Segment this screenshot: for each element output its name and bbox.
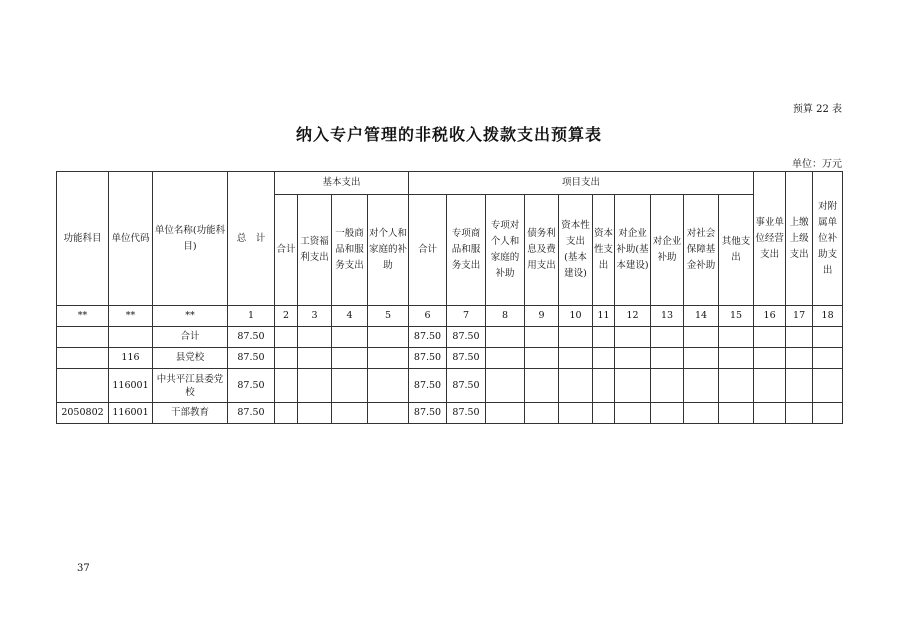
- cell-proj-goods: 87.50: [447, 369, 486, 403]
- header-total: 总 计: [228, 172, 275, 306]
- cell-func: [57, 348, 109, 369]
- index-cell: 6: [409, 306, 447, 327]
- table-row: [57, 403, 843, 424]
- header-proj-goods: 专项商品和服务支出: [447, 195, 486, 306]
- index-cell: 4: [332, 306, 368, 327]
- header-proj-personal: 专项对个人和家庭的补助: [486, 195, 525, 306]
- header-proj-social-security: 对社会保障基金补助: [684, 195, 719, 306]
- header-proj-enterprise: 对企业补助: [651, 195, 684, 306]
- index-cell: **: [57, 306, 109, 327]
- header-project-group: 项目支出: [409, 172, 754, 195]
- header-basic-salary: 工资福利支出: [298, 195, 332, 306]
- index-cell: 10: [559, 306, 593, 327]
- index-row: [57, 306, 843, 327]
- index-cell: 13: [651, 306, 684, 327]
- cell-code: 116: [109, 348, 153, 369]
- index-cell: **: [109, 306, 153, 327]
- index-cell: 14: [684, 306, 719, 327]
- cell-func: [57, 369, 109, 403]
- cell-name: 县党校: [153, 348, 228, 369]
- header-proj-capital: 资本性支出: [593, 195, 615, 306]
- cell-proj-goods: 87.50: [447, 327, 486, 348]
- cell-func: 2050802: [57, 403, 109, 424]
- index-cell: 8: [486, 306, 525, 327]
- header-name: 单位名称(功能科目): [153, 172, 228, 306]
- index-cell: 2: [275, 306, 298, 327]
- cell-total: 87.50: [228, 403, 275, 424]
- table-row: [57, 327, 843, 348]
- index-cell: 17: [786, 306, 813, 327]
- index-cell: 16: [754, 306, 786, 327]
- table-number: 预算 22 表: [792, 104, 842, 115]
- header-basic-goods: 一般商品和服务支出: [332, 195, 368, 306]
- cell-proj-total: 87.50: [409, 327, 447, 348]
- header-proj-total: 合计: [409, 195, 447, 306]
- cell-code: [109, 327, 153, 348]
- index-cell: 12: [615, 306, 651, 327]
- page-number: 37: [77, 563, 90, 574]
- header-basic-total: 合计: [275, 195, 298, 306]
- cell-name: 干部教育: [153, 403, 228, 424]
- header-code: 单位代码: [109, 172, 153, 306]
- cell-func: [57, 327, 109, 348]
- cell-code: 116001: [109, 403, 153, 424]
- index-cell: 5: [368, 306, 409, 327]
- header-biz: 事业单位经营支出: [754, 172, 786, 306]
- cell-name: 合计: [153, 327, 228, 348]
- table-row: [57, 369, 843, 403]
- page-title: 纳入专户管理的非税收入拨款支出预算表: [295, 125, 602, 144]
- index-cell: 15: [719, 306, 754, 327]
- cell-proj-total: 87.50: [409, 403, 447, 424]
- header-proj-other: 其他支出: [719, 195, 754, 306]
- index-cell: 1: [228, 306, 275, 327]
- header-proj-enterprise-construction: 对企业补助(基本建设): [615, 195, 651, 306]
- index-cell: 9: [525, 306, 559, 327]
- cell-total: 87.50: [228, 348, 275, 369]
- header-basic-group: 基本支出: [275, 172, 409, 195]
- index-cell: 3: [298, 306, 332, 327]
- table-row: [57, 348, 843, 369]
- header-upper: 上缴上级支出: [786, 172, 813, 306]
- header-proj-capital-construction: 资本性支出(基本建设): [559, 195, 593, 306]
- index-cell: 7: [447, 306, 486, 327]
- cell-proj-total: 87.50: [409, 369, 447, 403]
- index-cell: 11: [593, 306, 615, 327]
- cell-name: 中共平江县委党校: [153, 369, 228, 403]
- index-cell: 18: [813, 306, 843, 327]
- cell-proj-goods: 87.50: [447, 348, 486, 369]
- header-basic-personal: 对个人和家庭的补助: [368, 195, 409, 306]
- header-func: 功能科目: [57, 172, 109, 306]
- budget-table: [56, 171, 843, 424]
- index-cell: **: [153, 306, 228, 327]
- header-proj-debt: 债务利息及费用支出: [525, 195, 559, 306]
- cell-proj-goods: 87.50: [447, 403, 486, 424]
- header-affil: 对附属单位补助支出: [813, 172, 843, 306]
- cell-code: 116001: [109, 369, 153, 403]
- unit-label: 单位：万元: [792, 159, 842, 170]
- cell-proj-total: 87.50: [409, 348, 447, 369]
- cell-total: 87.50: [228, 369, 275, 403]
- cell-total: 87.50: [228, 327, 275, 348]
